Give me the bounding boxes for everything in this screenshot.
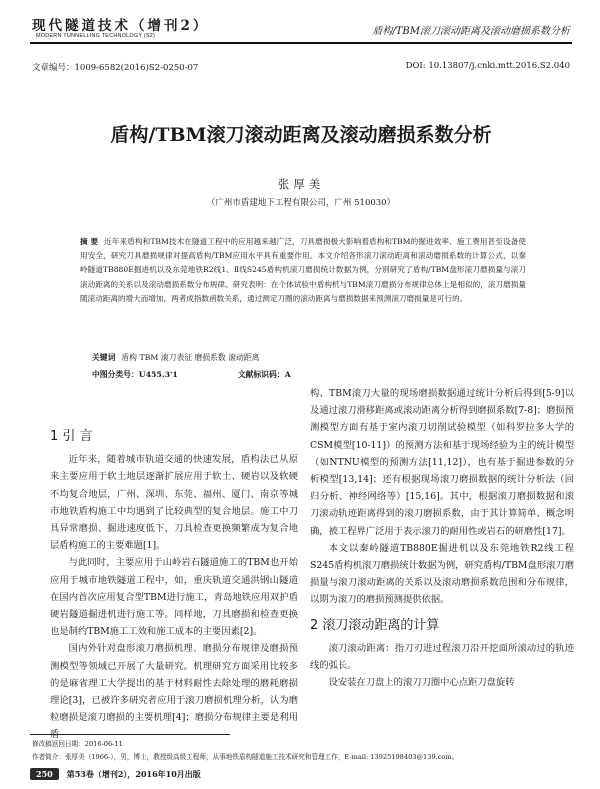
issue-info: 第53卷（增刊2），2016年10月出版	[66, 769, 201, 779]
paragraph: 设安装在刀盘上的滚刀刀圈中心点距刀盘旋转	[328, 677, 515, 689]
right-column	[310, 385, 574, 691]
classification	[92, 369, 291, 380]
clc-number: 中图分类号：U455.3'1	[92, 370, 178, 379]
received-date: 修改稿返回日期：2016-06-11	[32, 740, 123, 748]
keywords-text: 盾构 TBM 滚刀表征 磨损系数 滚动距离	[121, 353, 260, 362]
section-heading-1: 1 引 言	[50, 429, 93, 444]
keywords	[92, 352, 259, 363]
paper-title: 盾构/TBM滚刀滚动距离及滚动磨损系数分析	[110, 124, 492, 146]
article-number: 文章编号：1009-6582(2016)S2-0250-07	[32, 63, 199, 73]
paragraph: 本文以秦岭隧道TB880E掘进机以及东莞地铁R2线工程S245盾构机滚刀磨损统计数据为例，研究盾构/TBM盘形滚刀磨损量与滚刀滚动距离的关系以及滚动磨损系数范围和分布规律，以期为滚刀的磨损预测提供依据。	[310, 542, 574, 606]
abstract	[80, 235, 526, 306]
doi: DOI: 10.13807/j.cnki.mtt.2016.S2.040	[405, 61, 570, 71]
journal-name-en: MODERN TUNNELLING TECHNOLOGY (S2)	[36, 33, 156, 39]
paragraph: 近年来，随着城市轨道交通的快速发展，盾构法已从原来主要应用于软土地层逐渐扩展应用于软土、硬岩以及软硬不均复合地层，广州、深圳、东莞、福州、厦门、南京等城市地铁盾构施工中均遇到了比较典型的复合地层。施工中刀具异常磨损、掘进速度低下，刀具检查更换频繁成为复合地层盾构施工的主要难题[1]。	[50, 454, 298, 552]
abstract-text: 近年来盾构和TBM技术在隧道工程中的应用越来越广泛，刀具磨损极大影响着盾构和TBM的掘进效率、施工费用甚至设备使用安全，研究刀具磨损规律对提高盾构/TBM应用水平具有重要作用。本文介绍各形滚刀滚动距离和滚动磨损系数的计算公式，以秦岭隧道TB880E掘进机以及东莞地铁R2线1、Ⅱ线S245盾构机滚刀磨损统计数据为例，分别研究了盾构/TBM盘形滚刀磨损量与滚刀滚动距离的关系以及滚动磨损系数分布规律。研究表明：在个体试验中盾构机与TBM滚刀磨损分布规律总体上是相似的，滚刀磨损量随滚动距离的增大而增加，两者成指数函数关系，通过测定刀圈的滚动距离与磨损数据来预测滚刀磨损量是可行的。	[80, 237, 526, 303]
left-column	[50, 428, 298, 744]
paragraph: 与此同时，主要应用于山岭岩石隧道施工的TBM也开始应用于城市地铁隧道工程中，如，重庆轨道交通洪钢山隧道在国内首次应用复合型TBM进行施工，青岛地铁应用双护盾硬岩隧道掘进机进行施工等。同样地，刀具磨损和检查更换也是制约TBM施工工效和施工成本的主要因素[2]。	[50, 557, 298, 638]
document-code: 文献标识码：A	[237, 370, 291, 379]
paragraph: 滚刀滚动距离：指刀刃进过程滚刀沿开挖面所滚动过的轨迹线的弧长。	[310, 642, 574, 672]
footnote-rule	[30, 734, 230, 735]
paragraph: 国内外针对盘形滚刀磨损机理、磨损分布规律及磨损预测模型等领域已开展了大量研究。机理研究方面采用比较多的是麻省理工大学提出的基于材料耐性去除处理的磨耗磨损理论[3]，已被许多研究者应用于滚刀磨损机理分析，认为磨粒磨损是滚刀磨损的主要机理[4]；磨损分布规律主要是利用盾	[50, 643, 298, 741]
section-heading-2: 2 滚刀滚动距离的计算	[310, 617, 440, 633]
author: 张厚美	[277, 177, 325, 191]
running-title: 盾构/TBM滚刀滚动距离及滚动磨损系数分析	[372, 26, 570, 37]
header-rule	[30, 42, 572, 44]
paragraph: 构、TBM滚刀大量的现场磨损数据通过统计分析后得到[5-9]以及通过滚刀滑移距离或滚动距离分析得到磨损系数[7-8]；磨损预测模型方面有基于室内滚刀切削试验模型（如科罗拉多大学的CSM模型[10-11]）的预测方法和基于现场经验为主的统计模型（如NTNU模型的预测方法[11,12]），也有基于掘进参数的分析模型[13,14]；还有根据现场滚刀磨损数据的统计分析法（回归分析、神经网络等）[15,16]。其中，根据滚刀磨损数据和滚刀滚动轨迹距离得到的滚刀磨损系数，由于其计算简单、概念明确，被工程界广泛用于表示滚刀的耐用性或岩石的研磨性[17]。	[310, 388, 574, 537]
keywords-label: 关键词	[92, 353, 116, 362]
author-info: 作者简介：张厚美（1966-），男，博士，教授级高级工程师，从事地铁盾构隧道施工技术研究和管理工作，E-mail: 13925198403@139.com。	[32, 753, 459, 761]
abstract-label: 摘 要	[80, 237, 99, 246]
affiliation: （广州市盾建地下工程有限公司，广州 510030）	[206, 198, 396, 208]
journal-name: 现代隧道技术（增刊2）	[32, 18, 210, 34]
page-footer	[30, 768, 201, 780]
page-number: 250	[30, 768, 59, 780]
